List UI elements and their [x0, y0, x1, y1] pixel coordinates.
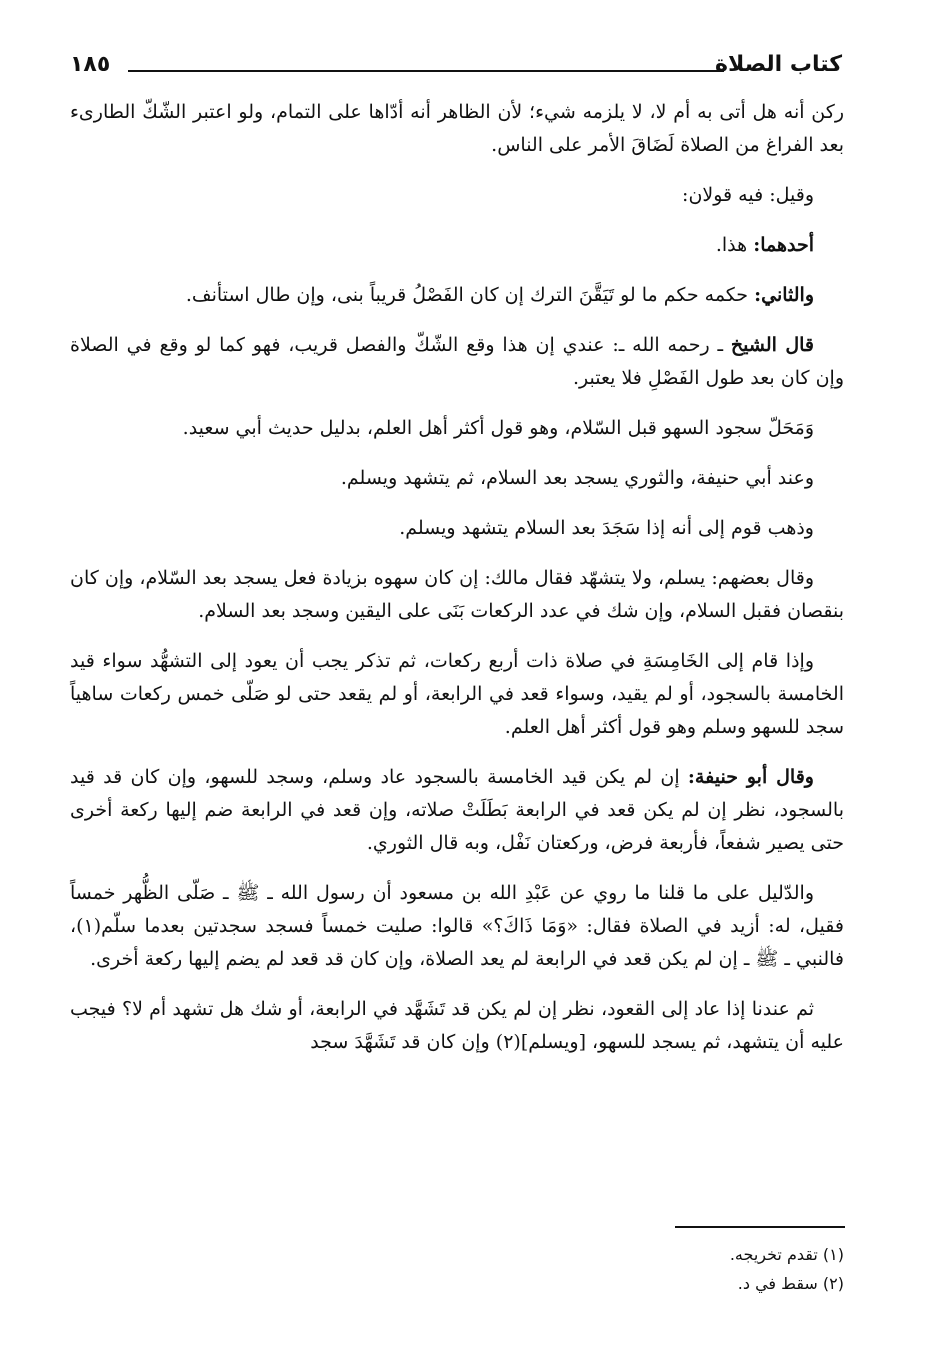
- paragraph: [70, 279, 844, 312]
- paragraph: [70, 462, 844, 495]
- paragraph-text: ثم عندنا إذا عاد إلى القعود، نظر إن لم يكن قد تَشَهَّد في الرابعة، أو شك هل تشهد أم لا؟ فيجب عليه أن يتشهد، ثم يسجد للسهو، [ويسلم](٢) وإن كان قد تَشَهَّدَ سجد: [70, 998, 844, 1053]
- page-number: ١٨٥: [70, 52, 111, 77]
- footnote: (١) تقدم تخريجه.: [729, 1245, 844, 1264]
- paragraph-text: وذهب قوم إلى أنه إذا سَجَدَ بعد السلام يتشهد ويسلم.: [399, 517, 814, 539]
- paragraph: [70, 761, 844, 860]
- paragraph: [70, 179, 844, 212]
- footnotes: [444, 1240, 844, 1298]
- paragraph-text: وإذا قام إلى الخَامِسَةِ في صلاة ذات أربع ركعات، ثم تذكر يجب أن يعود إلى التشهُّد سواء قيد الخامسة بالسجود، أو لم يقيد، وسواء قعد في الرابعة، أو لم يقعد حتى لو صَلّى خمس ركعات ساهياً سجد للسهو وسلم وهو قول أكثر أهل العلم.: [70, 650, 844, 738]
- paragraph-text: وعند أبي حنيفة، والثوري يسجد بعد السلام، ثم يتشهد ويسلم.: [340, 467, 814, 489]
- paragraph-text: والدّليل على ما قلنا ما روي عن عَبْدِ الله بن مسعود أن رسول الله ـ ﷺ ـ صَلّى الظُّهر خمساً فقيل، له: أزيد في الصلاة فقال: «وَمَا ذَاكَ؟» قالوا: صليت خمساً فسجد سجدتين بعدما سلّم(١)، فالنبي ـ ﷺ ـ إن لم يكن قعد في الرابعة لم يعد الصلاة، وإن كان قد قعد لم يضم إليها ركعة أخرى.: [70, 882, 844, 970]
- paragraph: [70, 993, 844, 1059]
- paragraph: [70, 562, 844, 628]
- paragraph: [70, 229, 844, 262]
- paragraph-text: وَمَحَلّ سجود السهو قبل السّلام، وهو قول أكثر أهل العلم، بدليل حديث أبي سعيد.: [182, 417, 814, 439]
- paragraph: [70, 645, 844, 744]
- paragraph: [70, 512, 844, 545]
- paragraph: [70, 877, 844, 976]
- paragraph-text: حكمه حكم ما لو تَيَقَّنَ الترك إن كان الفَصْلُ قريباً بنى، وإن طال استأنف.: [185, 284, 755, 306]
- paragraph-text: وقيل: فيه قولان:: [682, 184, 814, 206]
- running-title: كتاب الصلاة: [715, 52, 842, 77]
- footnote: (٢) سقط في د.: [737, 1274, 844, 1293]
- page-header: [70, 52, 842, 86]
- paragraph-text: هذا.: [715, 234, 754, 256]
- footnote-separator: [675, 1226, 845, 1228]
- paragraph-text: ـ رحمه الله ـ: عندي إن هذا وقع الشّكّ والفصل قريب، فهو كما لو وقع في الصلاة وإن كان بعد طول الفَصْلِ فلا يعتبر.: [70, 334, 844, 389]
- paragraph-lead: وقال أبو حنيفة:: [687, 766, 814, 788]
- paragraph-text: إن لم يكن قيد الخامسة بالسجود عاد وسلم، وسجد للسهو، وإن كان قد قيد بالسجود، نظر إن لم يكن قعد في الرابعة بَطَلَتْ صلاته، وإن قعد في الرابعة ضم إليها ركعة أخرى حتى يصير شفعاً، فأربعة فرض، وركعتان نَفْل، وبه قال الثوري.: [70, 766, 844, 854]
- paragraph: [70, 96, 844, 162]
- paragraph: [70, 412, 844, 445]
- main-text: [70, 96, 844, 1076]
- paragraph-text: وقال بعضهم: يسلم، ولا يتشهّد فقال مالك: إن كان سهوه بزيادة فعل يسجد بعد السّلام، وإن كان بنقصان فقبل السلام، وإن شك في عدد الركعات بَنَى على اليقين وسجد بعد السلام.: [70, 567, 844, 622]
- header-rule: [128, 70, 724, 72]
- paragraph: [70, 329, 844, 395]
- paragraph-lead: والثاني:: [754, 284, 814, 306]
- paragraph-lead: قال الشيخ: [730, 334, 815, 356]
- paragraph-text: ركن أنه هل أتى به أم لا، لا يلزمه شيء؛ لأن الظاهر أنه أدّاها على التمام، ولو اعتبر الشّكّ الطارىء بعد الفراغ من الصلاة لَضَاقَ الأمر على الناس.: [70, 101, 844, 156]
- paragraph-lead: أحدهما:: [753, 234, 814, 256]
